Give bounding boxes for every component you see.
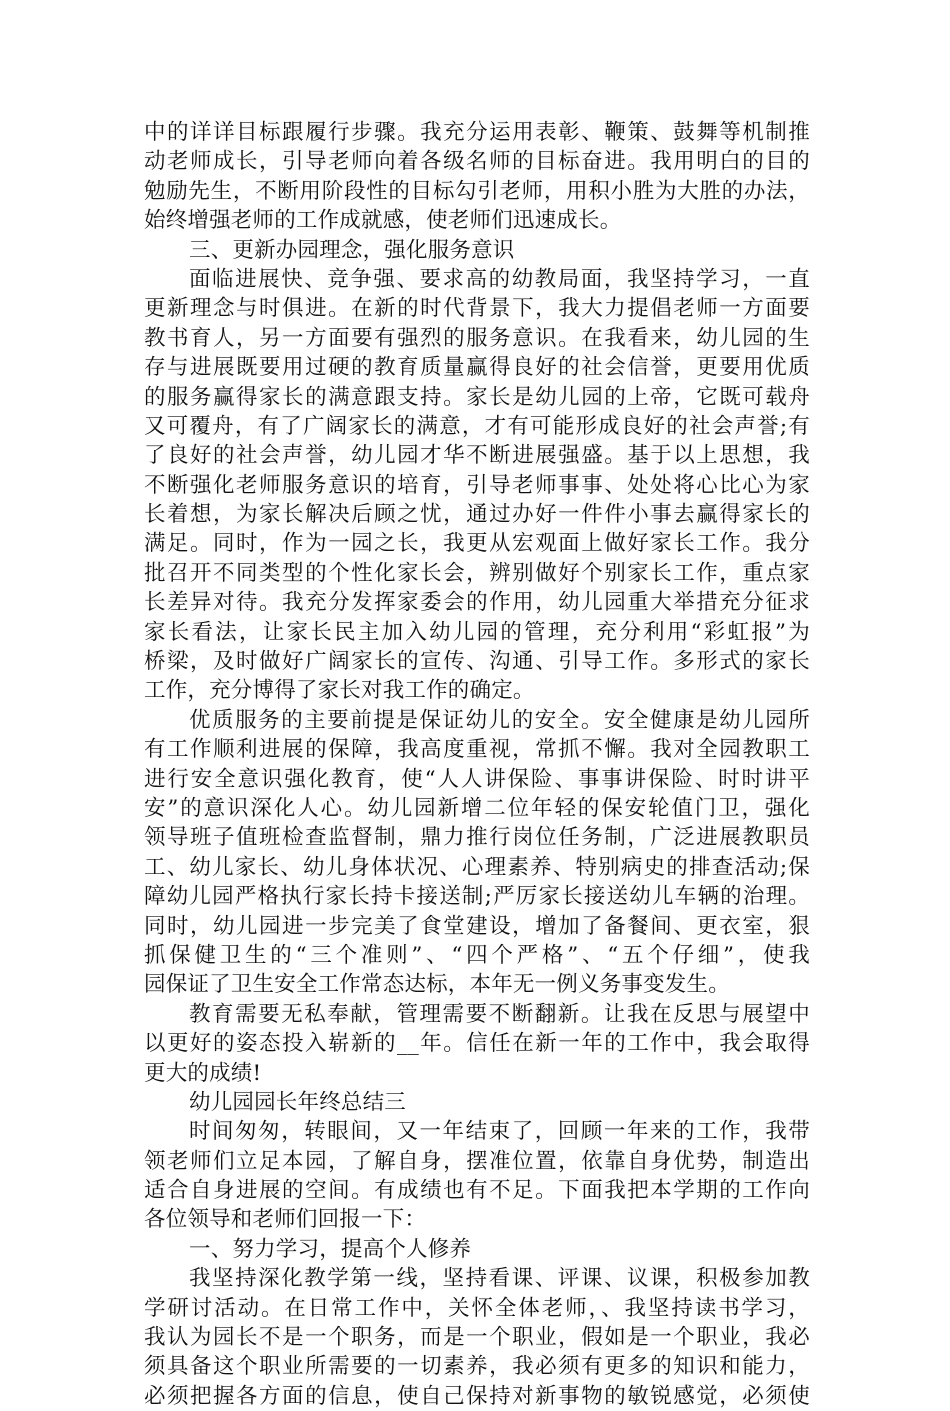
text-line: 进行安全意识强化教育，使“人人讲保险、事事讲保险、时时讲平 — [144, 766, 810, 792]
text-line: 领导班子值班检查监督制，鼎力推行岗位任务制，广泛进展教职员 — [144, 825, 810, 851]
document-body-text — [144, 118, 810, 1411]
text-line: 学研讨活动。在日常工作中，关怀全体老师，、我坚持读书学习， — [144, 1295, 810, 1321]
text-line: 适合自身进展的空间。有成绩也有不足。下面我把本学期的工作向 — [144, 1178, 810, 1204]
text-line: 家长看法，让家长民主加入幼儿园的管理，充分利用“彩虹报”为 — [144, 619, 810, 645]
text-line: 抓保健卫生的“三个准则”、“四个严格”、“五个仔细”，使我 — [144, 942, 810, 968]
text-line: 工作，充分博得了家长对我工作的确定。 — [144, 678, 535, 704]
text-line: 面临进展快、竞争强、要求高的幼教局面，我坚持学习，一直 — [189, 266, 810, 292]
text-line: 幼儿园园长年终总结三 — [189, 1089, 407, 1115]
text-line: 又可覆舟，有了广阔家长的满意，才有可能形成良好的社会声誉;有 — [144, 413, 810, 439]
text-line: 以更好的姿态投入崭新的__年。信任在新一年的工作中，我会取得 — [144, 1031, 810, 1057]
text-line: 优质服务的主要前提是保证幼儿的安全。安全健康是幼儿园所 — [189, 707, 810, 733]
text-line: 时间匆匆，转眼间，又一年结束了，回顾一年来的工作，我带 — [189, 1119, 810, 1145]
text-line: 同时，幼儿园进一步完美了食堂建设，增加了备餐间、更衣室，狠 — [144, 913, 810, 939]
text-line: 一、努力学习，提高个人修养 — [189, 1236, 472, 1262]
text-line: 的服务赢得家长的满意跟支持。家长是幼儿园的上帝，它既可载舟 — [144, 384, 810, 410]
text-line: 领老师们立足本园，了解自身，摆准位置，依靠自身优势，制造出 — [144, 1148, 810, 1174]
text-line: 更大的成绩! — [144, 1060, 262, 1086]
text-line: 存与进展既要用过硬的教育质量赢得良好的社会信誉，更要用优质 — [144, 355, 810, 381]
text-line: 园保证了卫生安全工作常态达标，本年无一例义务事变发生。 — [144, 972, 730, 998]
text-line: 动老师成长，引导老师向着各级名师的目标奋进。我用明白的目的 — [144, 149, 810, 175]
text-line: 始终增强老师的工作成就感，使老师们迅速成长。 — [144, 208, 622, 234]
text-line: 障幼儿园严格执行家长持卡接送制;严厉家长接送幼儿车辆的治理。 — [144, 884, 810, 910]
text-line: 长着想，为家长解决后顾之忧，通过办好一件件小事去赢得家长的 — [144, 502, 810, 528]
text-line: 桥梁，及时做好广阔家长的宣传、沟通、引导工作。多形式的家长 — [144, 649, 810, 675]
text-line: 有工作顺利进展的保障，我高度重视，常抓不懈。我对全园教职工 — [144, 737, 810, 763]
text-line: 三、更新办园理念，强化服务意识 — [189, 237, 515, 263]
text-line: 了良好的社会声誉，幼儿园才华不断进展强盛。基于以上思想，我 — [144, 443, 810, 469]
text-line: 中的详详目标跟履行步骤。我充分运用表彰、鞭策、鼓舞等机制推 — [144, 120, 810, 145]
text-line: 安”的意识深化人心。幼儿园新增二位年轻的保安轮值门卫，强化 — [144, 795, 810, 821]
text-line: 我坚持深化教学第一线，坚持看课、评课、议课，积极参加教 — [189, 1266, 810, 1292]
text-line: 教育需要无私奉献，管理需要不断翻新。让我在反思与展望中 — [189, 1001, 810, 1027]
text-line: 工、幼儿家长、幼儿身体状况、心理素养、特别病史的排查活动;保 — [144, 854, 810, 880]
text-line: 须具备这个职业所需要的一切素养，我必须有更多的知识和能力， — [144, 1354, 810, 1380]
text-line: 勉励先生，不断用阶段性的目标勾引老师，用积小胜为大胜的办法， — [144, 178, 810, 204]
text-line: 更新理念与时俱进。在新的时代背景下，我大力提倡老师一方面要 — [144, 296, 810, 322]
text-line: 批召开不同类型的个性化家长会，辨别做好个别家长工作，重点家 — [144, 560, 810, 586]
text-line: 教书育人，另一方面要有强烈的服务意识。在我看来，幼儿园的生 — [144, 325, 810, 351]
text-line: 满足。同时，作为一园之长，我更从宏观面上做好家长工作。我分 — [144, 531, 810, 557]
text-line: 我认为园长不是一个职务，而是一个职业，假如是一个职业，我必 — [144, 1325, 810, 1351]
text-line: 必须把握各方面的信息，使自己保持对新事物的敏锐感觉，必须使 — [144, 1383, 810, 1409]
text-line: 不断强化老师服务意识的培育，引导老师事事、处处将心比心为家 — [144, 472, 810, 498]
text-line: 长差异对待。我充分发挥家委会的作用，幼儿园重大举措充分征求 — [144, 590, 810, 616]
text-line: 各位领导和老师们回报一下： — [144, 1207, 427, 1233]
